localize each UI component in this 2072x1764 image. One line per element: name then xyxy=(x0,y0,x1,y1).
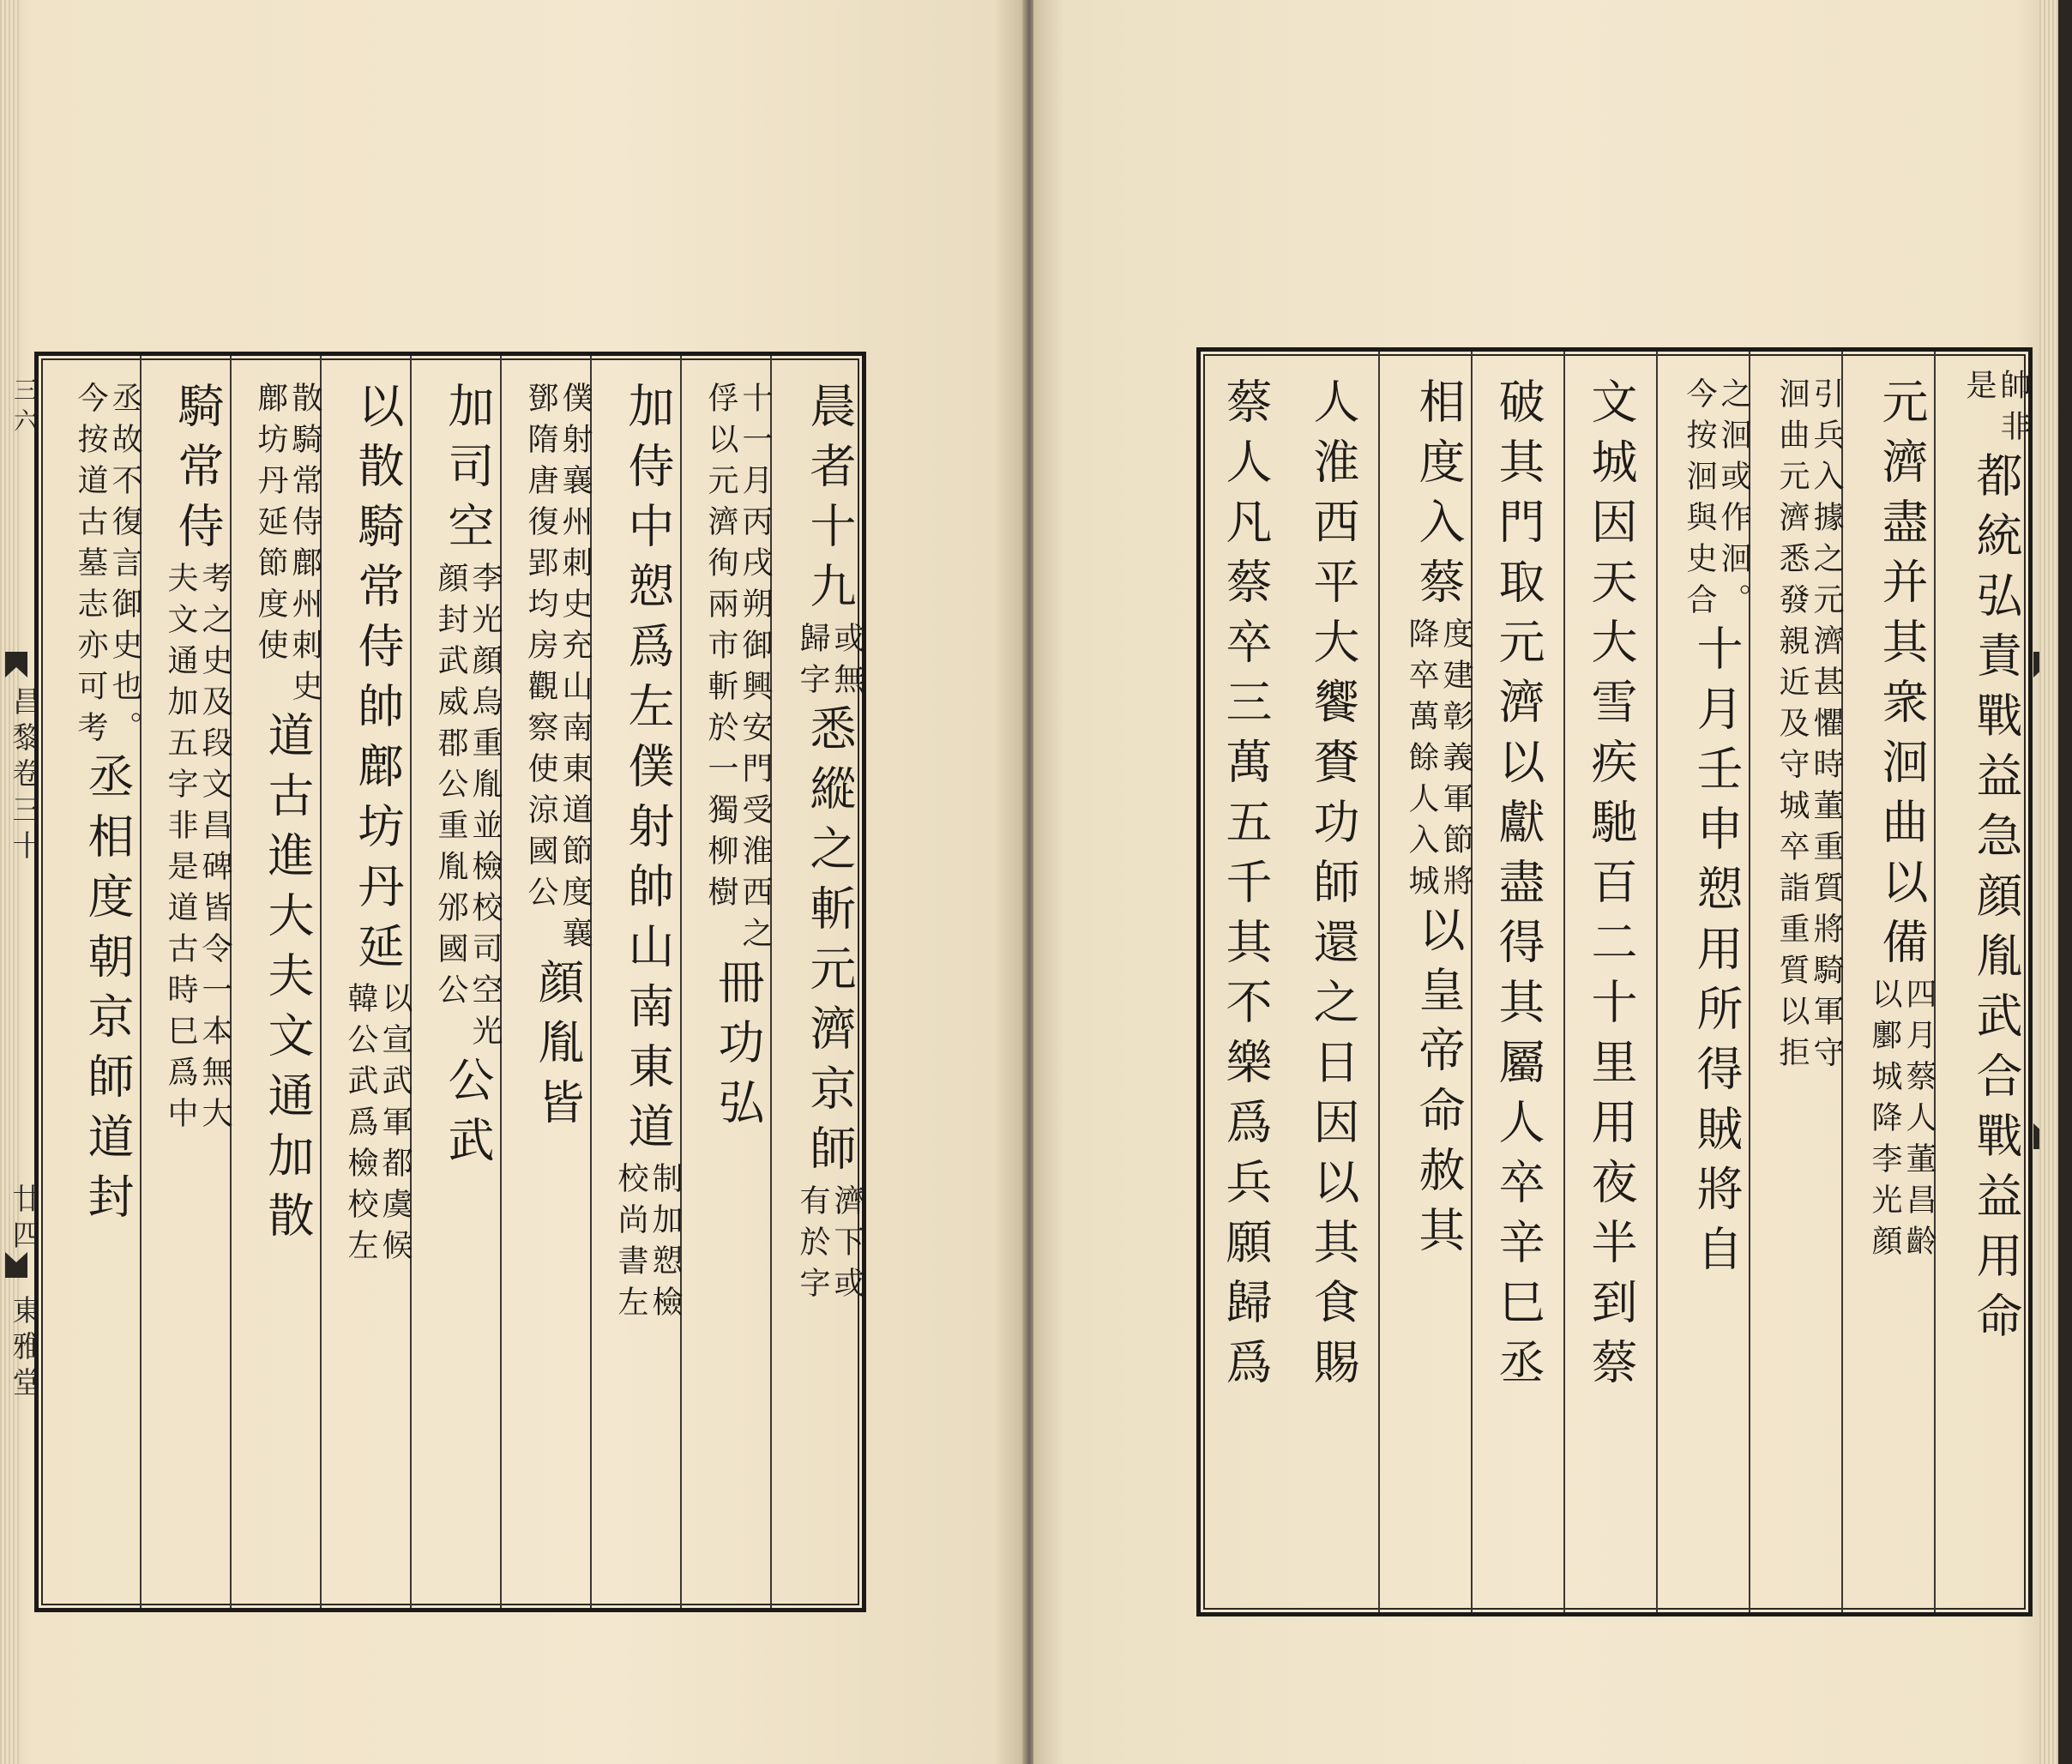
right-page xyxy=(1033,0,2058,1764)
text-note: 今按洄與史合 xyxy=(1682,377,1717,624)
left-margin-publisher: 東雅堂 xyxy=(7,1295,41,1403)
text-note: 四月蔡人董昌齡 xyxy=(1901,978,1936,1266)
text-note: 洄曲元濟悉發親近及守城卒詣重質以拒 xyxy=(1774,377,1810,1077)
text-note: 制加愬檢 xyxy=(648,1162,683,1327)
text-note: 鄜坊丹延節度使 xyxy=(253,382,288,670)
text-big: 十月壬申愬用所得賊將自 xyxy=(1690,624,1744,1285)
right-col-7 xyxy=(1380,352,1473,1612)
text-note: 考之史及段文昌碑皆令一本無大 xyxy=(197,562,232,1138)
text-note: 李光顔烏重胤並檢校司空光 xyxy=(467,562,503,1056)
left-col-7 xyxy=(232,356,322,1608)
text-big: 冊功弘 xyxy=(711,958,765,1138)
left-col-2 xyxy=(682,356,772,1608)
text-note: 度建彰義軍節將 xyxy=(1438,617,1473,906)
left-col-3 xyxy=(592,356,682,1608)
text-note: 歸字 xyxy=(795,622,830,704)
text-note: 之洄或作洄。 xyxy=(1716,377,1751,624)
text-note: 有於字 xyxy=(795,1184,830,1308)
text-big: 晨者十九 xyxy=(803,382,857,622)
left-margin-page-no: 廿四 xyxy=(7,1183,41,1255)
text-note: 十一月丙戌朔御興安門受淮西之 xyxy=(738,382,773,958)
right-col-8: 人淮西平大饗賚功師還之日因以其食賜 xyxy=(1287,352,1380,1612)
text-big: 相度入蔡 xyxy=(1412,377,1466,617)
right-col-9: 蔡人凡蔡卒三萬五千其不樂爲兵願歸爲 xyxy=(1219,377,1273,1398)
left-col-9 xyxy=(39,356,142,1608)
text-note: 降卒萬餘人入城 xyxy=(1404,617,1439,906)
left-text-frame xyxy=(34,352,866,1612)
left-page-edge xyxy=(0,0,19,1764)
right-text-frame xyxy=(1196,347,2033,1616)
text-note: 鄧隋唐復郢均房觀察使涼國公 xyxy=(523,382,558,917)
text-note: 是 xyxy=(1961,369,1997,410)
text-note: 今按道古墓志亦可考 xyxy=(73,382,108,752)
text-note: 引兵入據之元濟甚懼時董重質將騎軍守 xyxy=(1809,377,1844,1077)
text-big: 以散騎常侍帥鄜坊丹延 xyxy=(351,382,405,982)
right-col-3 xyxy=(1750,352,1843,1612)
left-col-6 xyxy=(322,356,412,1608)
text-note: 俘以元濟徇兩市斬於一獨柳樹 xyxy=(703,382,738,917)
text-note: 校尚書左 xyxy=(613,1162,648,1327)
text-note: 顔封武威郡公重胤邠國公 xyxy=(433,562,468,1014)
text-big: 加侍中愬爲左僕射帥山南東道 xyxy=(621,382,675,1162)
right-col-2 xyxy=(1843,352,1936,1612)
text-big: 丞相度朝京師道封 xyxy=(81,752,135,1232)
text-note: 韓公武爲檢校左 xyxy=(343,982,378,1270)
text-note: 帥非 xyxy=(1996,369,2031,451)
text-big: 騎常侍 xyxy=(171,382,225,562)
text-big: 加司空 xyxy=(441,382,495,562)
text-note: 僕射襄州刺史充山南東道節度襄 xyxy=(557,382,593,958)
left-col-1 xyxy=(772,356,862,1608)
text-big: 道古進大夫文通加散 xyxy=(261,711,315,1251)
text-note: 散騎常侍鄜州刺史 xyxy=(287,382,322,711)
text-note: 濟下或 xyxy=(829,1184,864,1308)
text-big: 悉縱之斬元濟京師 xyxy=(803,704,857,1184)
left-col-5 xyxy=(412,356,502,1608)
text-note: 以鄽城降李光顔 xyxy=(1867,978,1902,1266)
text-big: 公武 xyxy=(441,1056,495,1176)
text-note: 夫文通加五字非是道古時巳爲中 xyxy=(163,562,198,1138)
right-page-edge xyxy=(2039,0,2058,1764)
left-page xyxy=(0,0,1025,1764)
left-col-8 xyxy=(142,356,232,1608)
text-note: 以宣武軍都虞候 xyxy=(377,982,413,1270)
text-big: 以皇帝命赦其 xyxy=(1412,906,1466,1266)
text-note: 或無 xyxy=(829,622,864,704)
text-note: 丞故不復言御史也。 xyxy=(107,382,142,752)
left-col-4 xyxy=(502,356,592,1608)
text-big: 元濟盡并其衆洄曲以備 xyxy=(1875,377,1929,978)
text-big: 顔胤皆 xyxy=(531,958,585,1138)
right-col-1 xyxy=(1936,352,2031,1612)
left-margin-top: 三六 xyxy=(10,377,39,439)
text-big: 都統弘責戰益急顔胤武合戰益用命 xyxy=(1969,451,2023,1352)
right-col-6: 破其門取元濟以獻盡得其屬人卒辛巳丞 xyxy=(1473,352,1565,1612)
left-margin-title: 昌黎卷三十 xyxy=(7,686,41,866)
right-col-5: 文城因天大雪疾馳百二十里用夜半到蔡 xyxy=(1565,352,1658,1612)
right-col-4 xyxy=(1658,352,1750,1612)
